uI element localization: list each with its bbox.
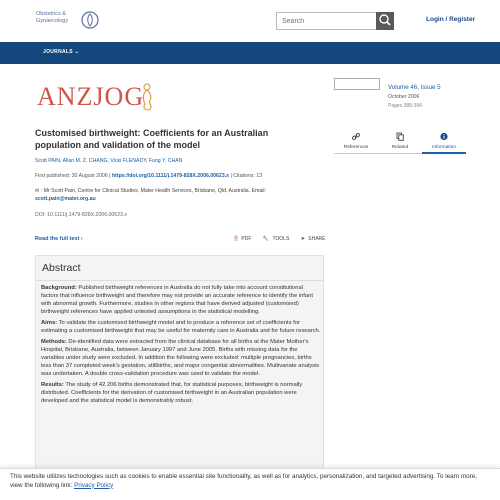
journal-logo-text: ANZJOG	[37, 82, 145, 111]
site-header	[0, 0, 500, 42]
section-text: To validate the customised birthweight model and to produce a reference set of coefficients for estimating a customised birthweight that may be useful for maternity care in Australia and for future research.	[41, 320, 321, 334]
site-logo-text	[36, 11, 80, 25]
search-button[interactable]	[376, 12, 394, 30]
section-label: Background:	[41, 285, 77, 291]
meta-divider: |	[109, 173, 112, 179]
pdf-button[interactable]	[232, 236, 253, 242]
section-text: The study of 42 206 births demonstrated that, for statistical purposes, birthweight is normally distributed. Coefficients for the derivation of customised birthweight in an Australian population were developed and the statistical model is demonstrably robust.	[41, 382, 303, 404]
wrench-icon: 🔧	[262, 236, 270, 242]
sidebar-tabs	[334, 129, 466, 154]
cookie-notice-text	[10, 473, 490, 490]
chevron-down-icon: ⌄	[74, 49, 80, 55]
search-input[interactable]	[277, 13, 377, 29]
tab-references[interactable]	[334, 129, 378, 154]
pdf-icon: 🗎	[234, 236, 239, 242]
first-published-label: First published:	[35, 173, 71, 179]
pdf-label: PDF	[241, 236, 252, 242]
abstract-panel	[35, 255, 324, 475]
tab-related[interactable]	[378, 129, 422, 154]
abstract-background	[41, 284, 321, 316]
section-text: Published birthweight references in Australia do not fully take into account constitutional factors that influence birthweight and therefore may not provide an accurate reference to identify the infant with abnormal growth. Furthermore, studies in other regions that have derived adjusted (customised) birthweight references have applied untested assumptions in the statistical modelling.	[41, 285, 313, 315]
tools-label: TOOLS	[272, 236, 290, 242]
section-text: De-identified data were extracted from the clinical database for all births at the Mater Mother's Hospital, Brisbane, Australia, between January 1997 and June 2005. Births with missing data for the variables under study were excluded. In addition the following were excluded: multiple pregnancies, births less than 37 completed week's gestation, stillbirths, and major congenital abnormalities. Multivariate analysis was undertaken. A double cross-validation procedure was used to validate the model.	[41, 339, 320, 377]
correspondence-text: : Mr Scott Pain, Centre for Clinical Studies, Mater Health Services, Brisbane, Qld, Australia. Email:	[40, 188, 266, 194]
search-icon	[376, 12, 394, 28]
link-icon	[352, 132, 360, 141]
issue-pages: Pages 388-394	[388, 103, 422, 109]
logo-emblem-icon	[81, 9, 99, 31]
envelope-icon: ✉	[35, 188, 40, 194]
doi-text: DOI: 10.1111/j.1479-828X.2006.00623.x	[35, 212, 127, 218]
share-icon: ➤	[300, 236, 305, 242]
doi-link[interactable]: https://doi.org/10.1111/j.1479-828X.2006.00623.x	[111, 173, 230, 179]
correspondence	[35, 187, 320, 203]
chevron-right-icon: ›	[80, 236, 83, 242]
correspondence-email[interactable]: scott.pain@mater.org.au	[35, 196, 96, 202]
author-list[interactable]: Scott PAIN, Allan M. Z. CHANG, Vicki FLENADY, Fung Y. CHAN	[35, 158, 183, 164]
article-tools	[230, 236, 326, 244]
site-logo[interactable]	[36, 9, 100, 33]
related-icon	[396, 132, 404, 141]
cookie-banner	[0, 468, 500, 500]
share-button[interactable]	[299, 236, 326, 242]
abstract-body	[41, 284, 321, 408]
tab-information[interactable]	[422, 129, 466, 154]
read-full-text-link[interactable]	[35, 236, 83, 242]
abstract-heading: Abstract	[42, 262, 81, 274]
tools-button[interactable]	[261, 236, 291, 242]
privacy-policy-link[interactable]: Privacy Policy	[74, 481, 114, 489]
journals-menu-label: JOURNALS	[43, 49, 73, 55]
issue-volume-link[interactable]: Volume 46, Issue 5	[388, 84, 441, 91]
issue-date: October 2006	[388, 94, 420, 100]
journal-nav-bar	[0, 42, 500, 64]
login-register-link[interactable]: Login / Register	[426, 16, 476, 23]
issue-cover-image[interactable]	[334, 78, 380, 90]
logo-line-2: Gynaecology	[36, 18, 69, 24]
share-label: SHARE	[308, 236, 326, 242]
read-full-text-label: Read the full text	[35, 236, 80, 242]
tab-label: Related	[391, 145, 409, 150]
logo-line-1: Obstetrics &	[36, 11, 66, 17]
publication-meta	[35, 173, 262, 179]
abstract-aims	[41, 319, 321, 335]
journals-menu[interactable]	[43, 49, 79, 55]
article-title: Customised birthweight: Coefficients for an Australian population and validation of the model	[35, 128, 269, 150]
tab-label: References	[343, 145, 369, 150]
first-published-date: 30 August 2006	[71, 173, 108, 179]
abstract-results	[41, 381, 321, 405]
section-label: Results:	[41, 382, 64, 388]
section-label: Methods:	[41, 339, 67, 345]
cookie-message: This website utilizes technologies such as cookies to enable essential site functionality, as well as for analytics, personalization, and targeted advertising. To learn more, view the following link:	[10, 473, 478, 489]
journal-logo[interactable]	[37, 82, 163, 114]
journal-figure-icon	[135, 82, 159, 112]
section-label: Aims:	[41, 320, 58, 326]
search-field[interactable]	[276, 12, 378, 30]
meta-divider: |	[230, 173, 234, 179]
abstract-methods	[41, 338, 321, 378]
citations-count[interactable]: Citations: 13	[233, 173, 263, 179]
abstract-divider	[36, 280, 324, 281]
tab-label: Information	[432, 145, 456, 150]
info-icon	[440, 132, 448, 141]
